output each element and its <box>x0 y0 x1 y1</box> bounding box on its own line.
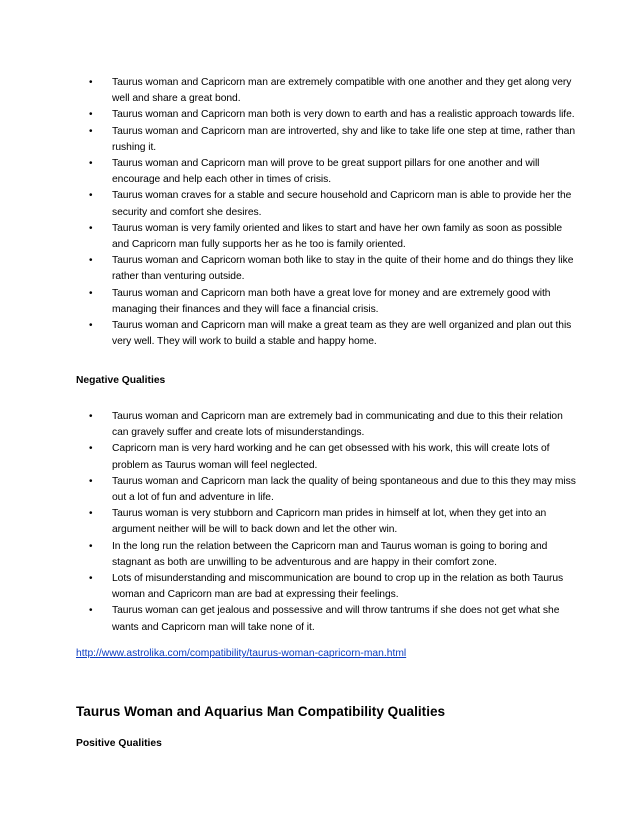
bullet-icon: • <box>89 77 93 88</box>
source-link[interactable]: http://www.astrolika.com/compatibility/taurus-woman-capricorn-man.html <box>76 648 407 659</box>
bullet-icon: • <box>89 411 93 422</box>
positive-qualities-heading: Positive Qualities <box>76 738 162 749</box>
bullet-icon: • <box>89 158 93 170</box>
list-item <box>76 571 576 603</box>
negative-qualities-list <box>76 409 576 636</box>
list-item <box>76 506 576 538</box>
bullet-icon: • <box>89 125 93 137</box>
bullet-icon: • <box>89 109 93 121</box>
bullet-icon: • <box>89 605 93 617</box>
list-item <box>76 603 576 635</box>
list-item <box>76 156 576 188</box>
list-item <box>76 539 576 571</box>
positive-qualities-list <box>76 75 576 350</box>
bullet-icon: • <box>89 443 93 455</box>
list-item <box>76 441 576 473</box>
list-item <box>76 474 576 506</box>
list-item <box>76 286 576 318</box>
list-item <box>76 409 576 441</box>
bullet-icon: • <box>89 320 93 332</box>
list-item-text: Taurus woman and Capricorn man both is very down to earth and has a realistic approach towards life. <box>112 109 575 121</box>
list-item <box>76 124 576 156</box>
list-item-text: Taurus woman and Capricorn man both have a great love for money and are extremely good with managing their finances and they will face a financial crisis. <box>112 287 551 315</box>
list-item-text: Taurus woman craves for a stable and secure household and Capricorn man is able to provide her the security and comfort she desires. <box>112 190 572 218</box>
bullet-icon: • <box>89 255 93 267</box>
list-item-text: Taurus woman and Capricorn woman both like to stay in the quite of their home and do things they like rather than venturing outside. <box>112 255 574 283</box>
negative-qualities-heading: Negative Qualities <box>76 375 166 386</box>
list-item <box>76 318 576 350</box>
list-item-text: Taurus woman can get jealous and possessive and will throw tantrums if she does not get what she wants and Capricorn man will take none of it. <box>112 605 560 633</box>
list-item-text: Taurus woman and Capricorn man lack the quality of being spontaneous and due to this they may miss out a lot of fun and adventure in life. <box>112 475 576 504</box>
bullet-icon: • <box>89 287 93 299</box>
list-item <box>76 75 576 107</box>
bullet-icon: • <box>89 540 93 552</box>
list-item-text: Taurus woman and Capricorn man are introverted, shy and like to take life one step at time, rather than rushing it. <box>112 125 576 153</box>
list-item-text: Taurus woman is very family oriented and likes to start and have her own family as soon as possible and Capricorn man fully supports her as he too is family oriented. <box>112 222 563 251</box>
list-item <box>76 253 576 285</box>
list-item-text: Taurus woman and Capricorn man will make a great team as they are well organized and plan out this very well. They will work to build a stable and happy home. <box>112 320 572 348</box>
list-item-text: In the long run the relation between the Capricorn man and Taurus woman is going to boring and stagnant as both are unwilling to be adventurous and are happy in their comfort zone. <box>112 540 548 568</box>
bullet-icon: • <box>89 475 93 487</box>
list-item <box>76 107 576 123</box>
bullet-icon: • <box>89 222 93 234</box>
list-item-text: Taurus woman and Capricorn man are extremely bad in communicating and due to this their relation can gravely suffer and create lots of misunderstandings. <box>112 411 563 439</box>
list-item <box>76 188 576 220</box>
bullet-icon: • <box>89 573 93 585</box>
section-title: Taurus Woman and Aquarius Man Compatibility Qualities <box>76 704 446 719</box>
bullet-icon: • <box>89 508 93 520</box>
list-item-text: Taurus woman and Capricorn man will prove to be great support pillars for one another and will encourage and help each other in times of crisis. <box>112 158 540 186</box>
list-item <box>76 221 576 253</box>
list-item-text: Taurus woman is very stubborn and Capricorn man prides in himself at lot, when they get into an argument neither will be will to back down and let the other win. <box>112 508 547 536</box>
list-item-text: Lots of misunderstanding and miscommunication are bound to crop up in the relation as both Taurus woman and Capricorn man are bad at expressing their feelings. <box>112 573 564 601</box>
bullet-icon: • <box>89 190 93 202</box>
list-item-text: Capricorn man is very hard working and he can get obsessed with his work, this will create lots of problem as Taurus woman will feel neglected. <box>112 443 550 471</box>
list-item-text: Taurus woman and Capricorn man are extremely compatible with one another and they get along very well and share a great bond. <box>112 77 572 105</box>
